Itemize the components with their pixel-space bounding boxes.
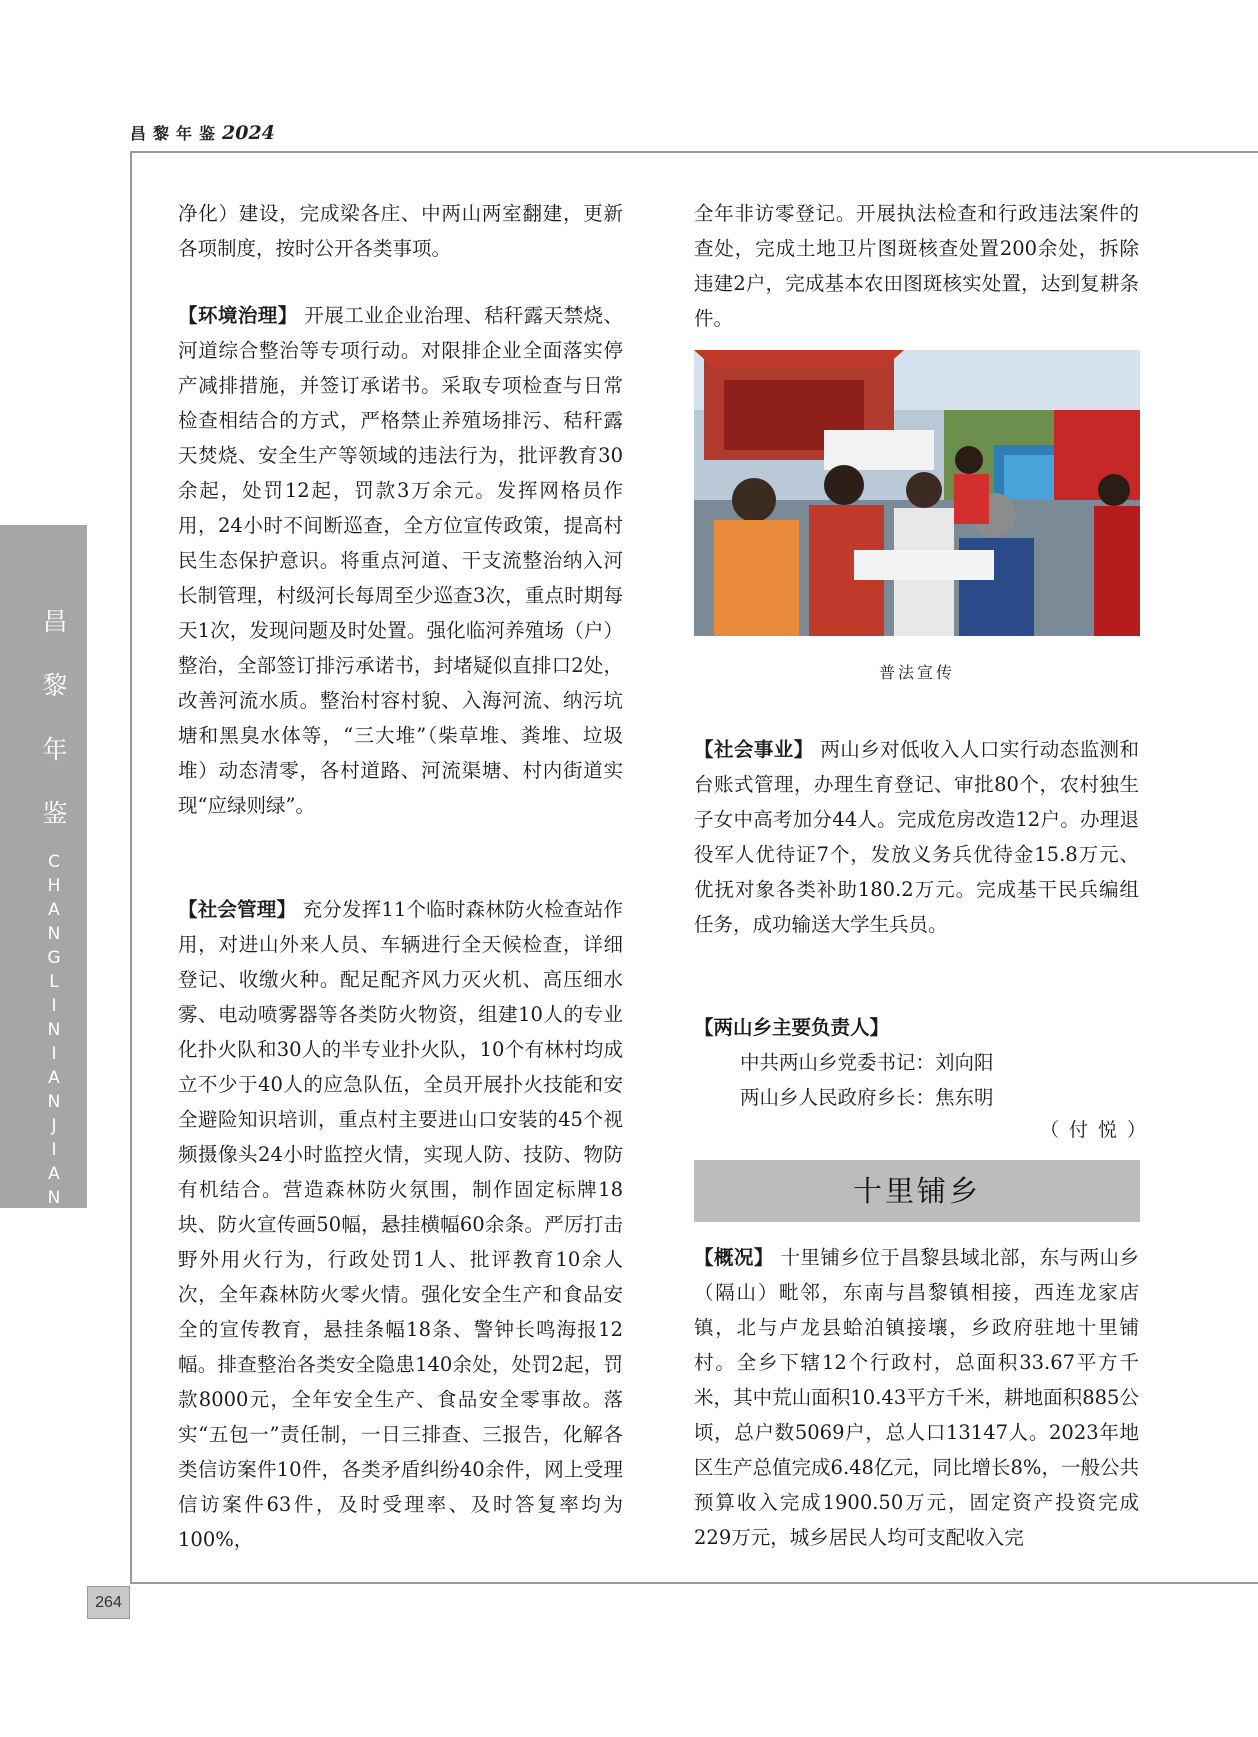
side-letter: N [47,924,63,944]
side-letter: I [51,1044,59,1064]
side-char: 鉴 [42,799,68,828]
right-intro [694,196,1139,336]
leader-line-2: 两山乡人民政府乡长：焦东明 [740,1086,994,1109]
side-letter: N [47,1020,63,1040]
side-letter: A [48,1068,62,1088]
side-letter: L [49,972,61,992]
header-year: 2024 [222,122,275,144]
left-intro-text: 净化）建设，完成梁各庄、中两山两室翻建，更新各项制度，按时公开各类事项。 [178,202,623,260]
running-header [130,121,275,144]
social-management-text: 充分发挥11个临时森林防火检查站作用，对进山外来人员、车辆进行全天候检查，详细登记、收缴火种。配足配齐风力灭火机、高压细水雾、电动喷雾器等各类防火物资，组建10人的专业化扑火队和30人的半专业扑火队，10个有林村均成立不少于40人的应急队伍，全员开展扑火技能和安全避险知识培训，重点村主要进山口安装的45个视频摄像头24小时监控火情，实现人防、技防、物防有机结合。营造森林防火氛围，制作固定标牌18块、防火宣传画50幅，悬挂横幅60余条。严厉打击野外用火行为，行政处罚1人、批评教育10余人次，全年森林防火零火情。强化安全生产和食品安全的宣传教育，悬挂条幅18条、警钟长鸣海报12幅。排查整治各类安全隐患140余处，处罚2起，罚款8000元，全年安全生产、食品安全零事故。落实“五包一”责任制，一日三排查、三报告，化解各类信访案件10件，各类矛盾纠纷40余件，网上受理信访案件63件，及时受理率、及时答复率均为100%， [178,898,623,1551]
right-intro-text: 全年非访零登记。开展执法检查和行政违法案件的查处，完成土地卫片图斑核查处置200余处，拆除违建2户，完成基本农田图斑核实处置，达到复耕条件。 [694,202,1139,330]
side-letter: I [51,1140,59,1160]
side-letter: C [48,852,62,872]
social-affairs-heading: 【社会事业】 [694,738,814,761]
social-management-section [178,892,623,1557]
social-management-heading: 【社会管理】 [178,898,297,921]
photo-illustration [694,350,1140,636]
leaders-heading: 【两山乡主要负责人】 [694,1016,890,1039]
side-letter: N [47,1092,63,1112]
side-char: 年 [42,735,68,764]
side-letter: I [51,996,59,1016]
page-number: 264 [87,1586,130,1619]
side-letter: J [51,1116,59,1136]
social-affairs-text: 两山乡对低收入人口实行动态监测和台账式管理，办理生育登记、审批80个，农村独生子女中高考加分44人。完成危房改造12户。办理退役军人优待证7个，发放义务兵优待金15.8万元、优抚对象各类补助180.2万元。完成基干民兵编组任务，成功输送大学生兵员。 [694,738,1139,936]
side-letter: G [47,948,63,968]
side-letter: A [48,1164,62,1184]
author-credit: （付悦） [1040,1119,1157,1141]
publicity-photo [694,350,1140,636]
environment-text: 开展工业企业治理、秸秆露天禁烧、河道综合整治等专项行动。对限排企业全面落实停产减排措施，并签订承诺书。采取专项检查与日常检查相结合的方式，严格禁止养殖场排污、秸秆露天焚烧、安全生产等领域的违法行为，批评教育30余起，处罚12起，罚款3万余元。发挥网格员作用，24小时不间断巡查，全方位宣传政策，提高村民生态保护意识。将重点河道、干支流整治纳入河长制管理，村级河长每周至少巡查3次，重点时期每天1次，发现问题及时处置。强化临河养殖场（户）整治，全部签订排污承诺书，封堵疑似直排口2处，改善河流水质。整治村容村貌、入海河流、纳污坑塘和黑臭水体等，“三大堆”（柴草堆、粪堆、垃圾堆）动态清零，各村道路、河流渠塘、村内街道实现“应绿则绿”。 [178,304,623,817]
side-letter: H [47,876,63,896]
section-title-box: 十里铺乡 [694,1160,1140,1222]
left-intro [178,196,623,266]
side-tab-english [40,850,70,1210]
side-letter: A [48,900,62,920]
overview-heading: 【概况】 [694,1246,774,1269]
header-title: 昌黎年鉴 [130,124,223,143]
photo-caption: 普法宣传 [878,663,955,682]
environment-section [178,298,623,823]
overview-section [694,1240,1139,1555]
side-char: 黎 [42,671,68,700]
environment-heading: 【环境治理】 [178,304,298,327]
social-affairs-section [694,732,1139,942]
leader-line-1: 中共两山乡党委书记：刘向阳 [740,1051,994,1074]
overview-text: 十里铺乡位于昌黎县域北部，东与两山乡（隔山）毗邻，东南与昌黎镇相接，西连龙家店镇，北与卢龙县蛤泊镇接壤，乡政府驻地十里铺村。全乡下辖12个行政村，总面积33.67平方千米，其中荒山面积10.43平方千米，耕地面积885公顷，总户数5069户，总人口13147人。2023年地区生产总值完成6.48亿元，同比增长8%，一般公共预算收入完成1900.50万元，固定资产投资完成229万元，城乡居民人均可支配收入完 [694,1246,1139,1549]
side-letter: N [47,1188,63,1208]
side-tab-title [40,590,70,846]
leaders-heading-block [694,1010,1139,1045]
side-char: 昌 [42,607,68,636]
